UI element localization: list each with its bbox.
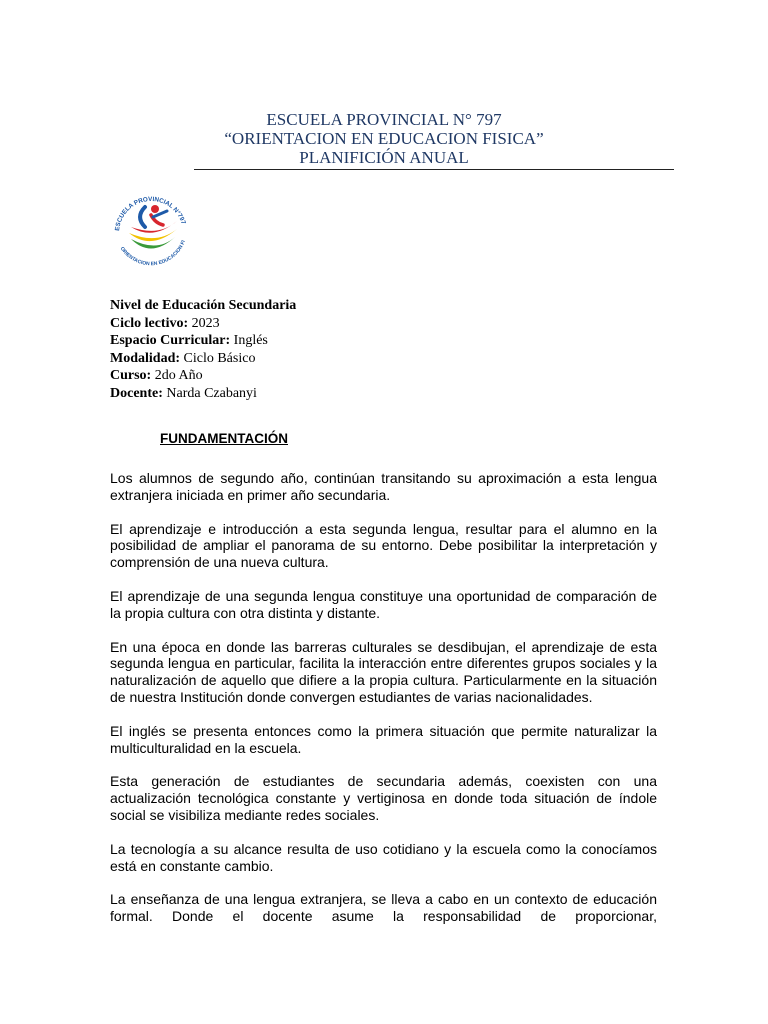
docente-label: Docente: <box>110 385 163 401</box>
document-title: PLANIFICIÓN ANUAL <box>299 148 469 167</box>
paragraph: La tecnología a su alcance resulta de uso cotidiano y la escuela como la conocíamos está en constante cambio. <box>110 840 657 874</box>
paragraph: Los alumnos de segundo año, continúan transitando su aproximación a esta lengua extranjera iniciada en primer año secundaria. <box>110 470 657 503</box>
espacio-label: Espacio Curricular: <box>110 333 231 348</box>
docente-value: Narda Czabanyi <box>166 385 257 401</box>
ciclo-row <box>110 315 296 333</box>
body-text <box>110 470 657 942</box>
curso-label: Curso: <box>110 368 152 383</box>
logo-text-bottom: ORIENTACION EN EDUCACION FI <box>118 239 187 268</box>
ciclo-label: Ciclo lectivo: <box>110 315 189 331</box>
modalidad-row <box>110 350 296 368</box>
paragraph: Esta generación de estudiantes de secundaria además, coexisten con una actualización tecnológica constante y vertiginosa en donde toda situación de índole social se visibiliza mediante redes sociales. <box>110 773 657 823</box>
paragraph: El inglés se presenta entonces como la primera situación que permite naturalizar la multiculturalidad en la escuela. <box>110 722 657 756</box>
school-name: ESCUELA PROVINCIAL N° 797 <box>266 110 502 129</box>
docente-row <box>110 385 296 403</box>
ciclo-value: 2023 <box>191 315 220 331</box>
curso-value: 2do Año <box>154 368 203 383</box>
modalidad-value: Ciclo Básico <box>183 350 256 366</box>
education-level: Nivel de Educación Secundaria <box>110 298 297 313</box>
paragraph: El aprendizaje e introducción a esta segunda lengua, resultar para el alumno en la posibilidad de ampliar el panorama de su entorno. Debe posibilitar la interpretación y comprensión de una nueva cultura. <box>110 520 657 571</box>
modalidad-label: Modalidad: <box>110 350 181 366</box>
course-info <box>110 297 296 402</box>
curso-row <box>110 367 296 385</box>
document-header <box>0 110 768 167</box>
paragraph: La enseñanza de una lengua extranjera, se lleva a cabo en un contexto de educación formal. Donde el docente asume la responsabilidad de proporcionar, <box>110 891 657 925</box>
school-orientation: “ORIENTACION EN EDUCACION FISICA” <box>224 129 544 148</box>
paragraph: El aprendizaje de una segunda lengua constituye una oportunidad de comparación de la propia cultura con otra distinta y distante. <box>110 587 657 621</box>
logo-text-top: ESCUELA PROVINCIAL N°797 <box>114 195 187 232</box>
paragraph: En una época en donde las barreras culturales se desdibujan, el aprendizaje de esta segunda lengua en particular, facilita la interacción entre diferentes grupos sociales y la naturalización de aquello que difiere a la propia cultura. Particularmente en la situación de nuestra Institución donde convergen estudiantes de varias nacionalidades. <box>110 638 657 705</box>
header-divider <box>194 169 674 170</box>
school-logo <box>105 183 197 275</box>
espacio-row <box>110 332 296 350</box>
espacio-value: Inglés <box>233 333 268 348</box>
section-title: FUNDAMENTACIÓN <box>160 431 288 446</box>
